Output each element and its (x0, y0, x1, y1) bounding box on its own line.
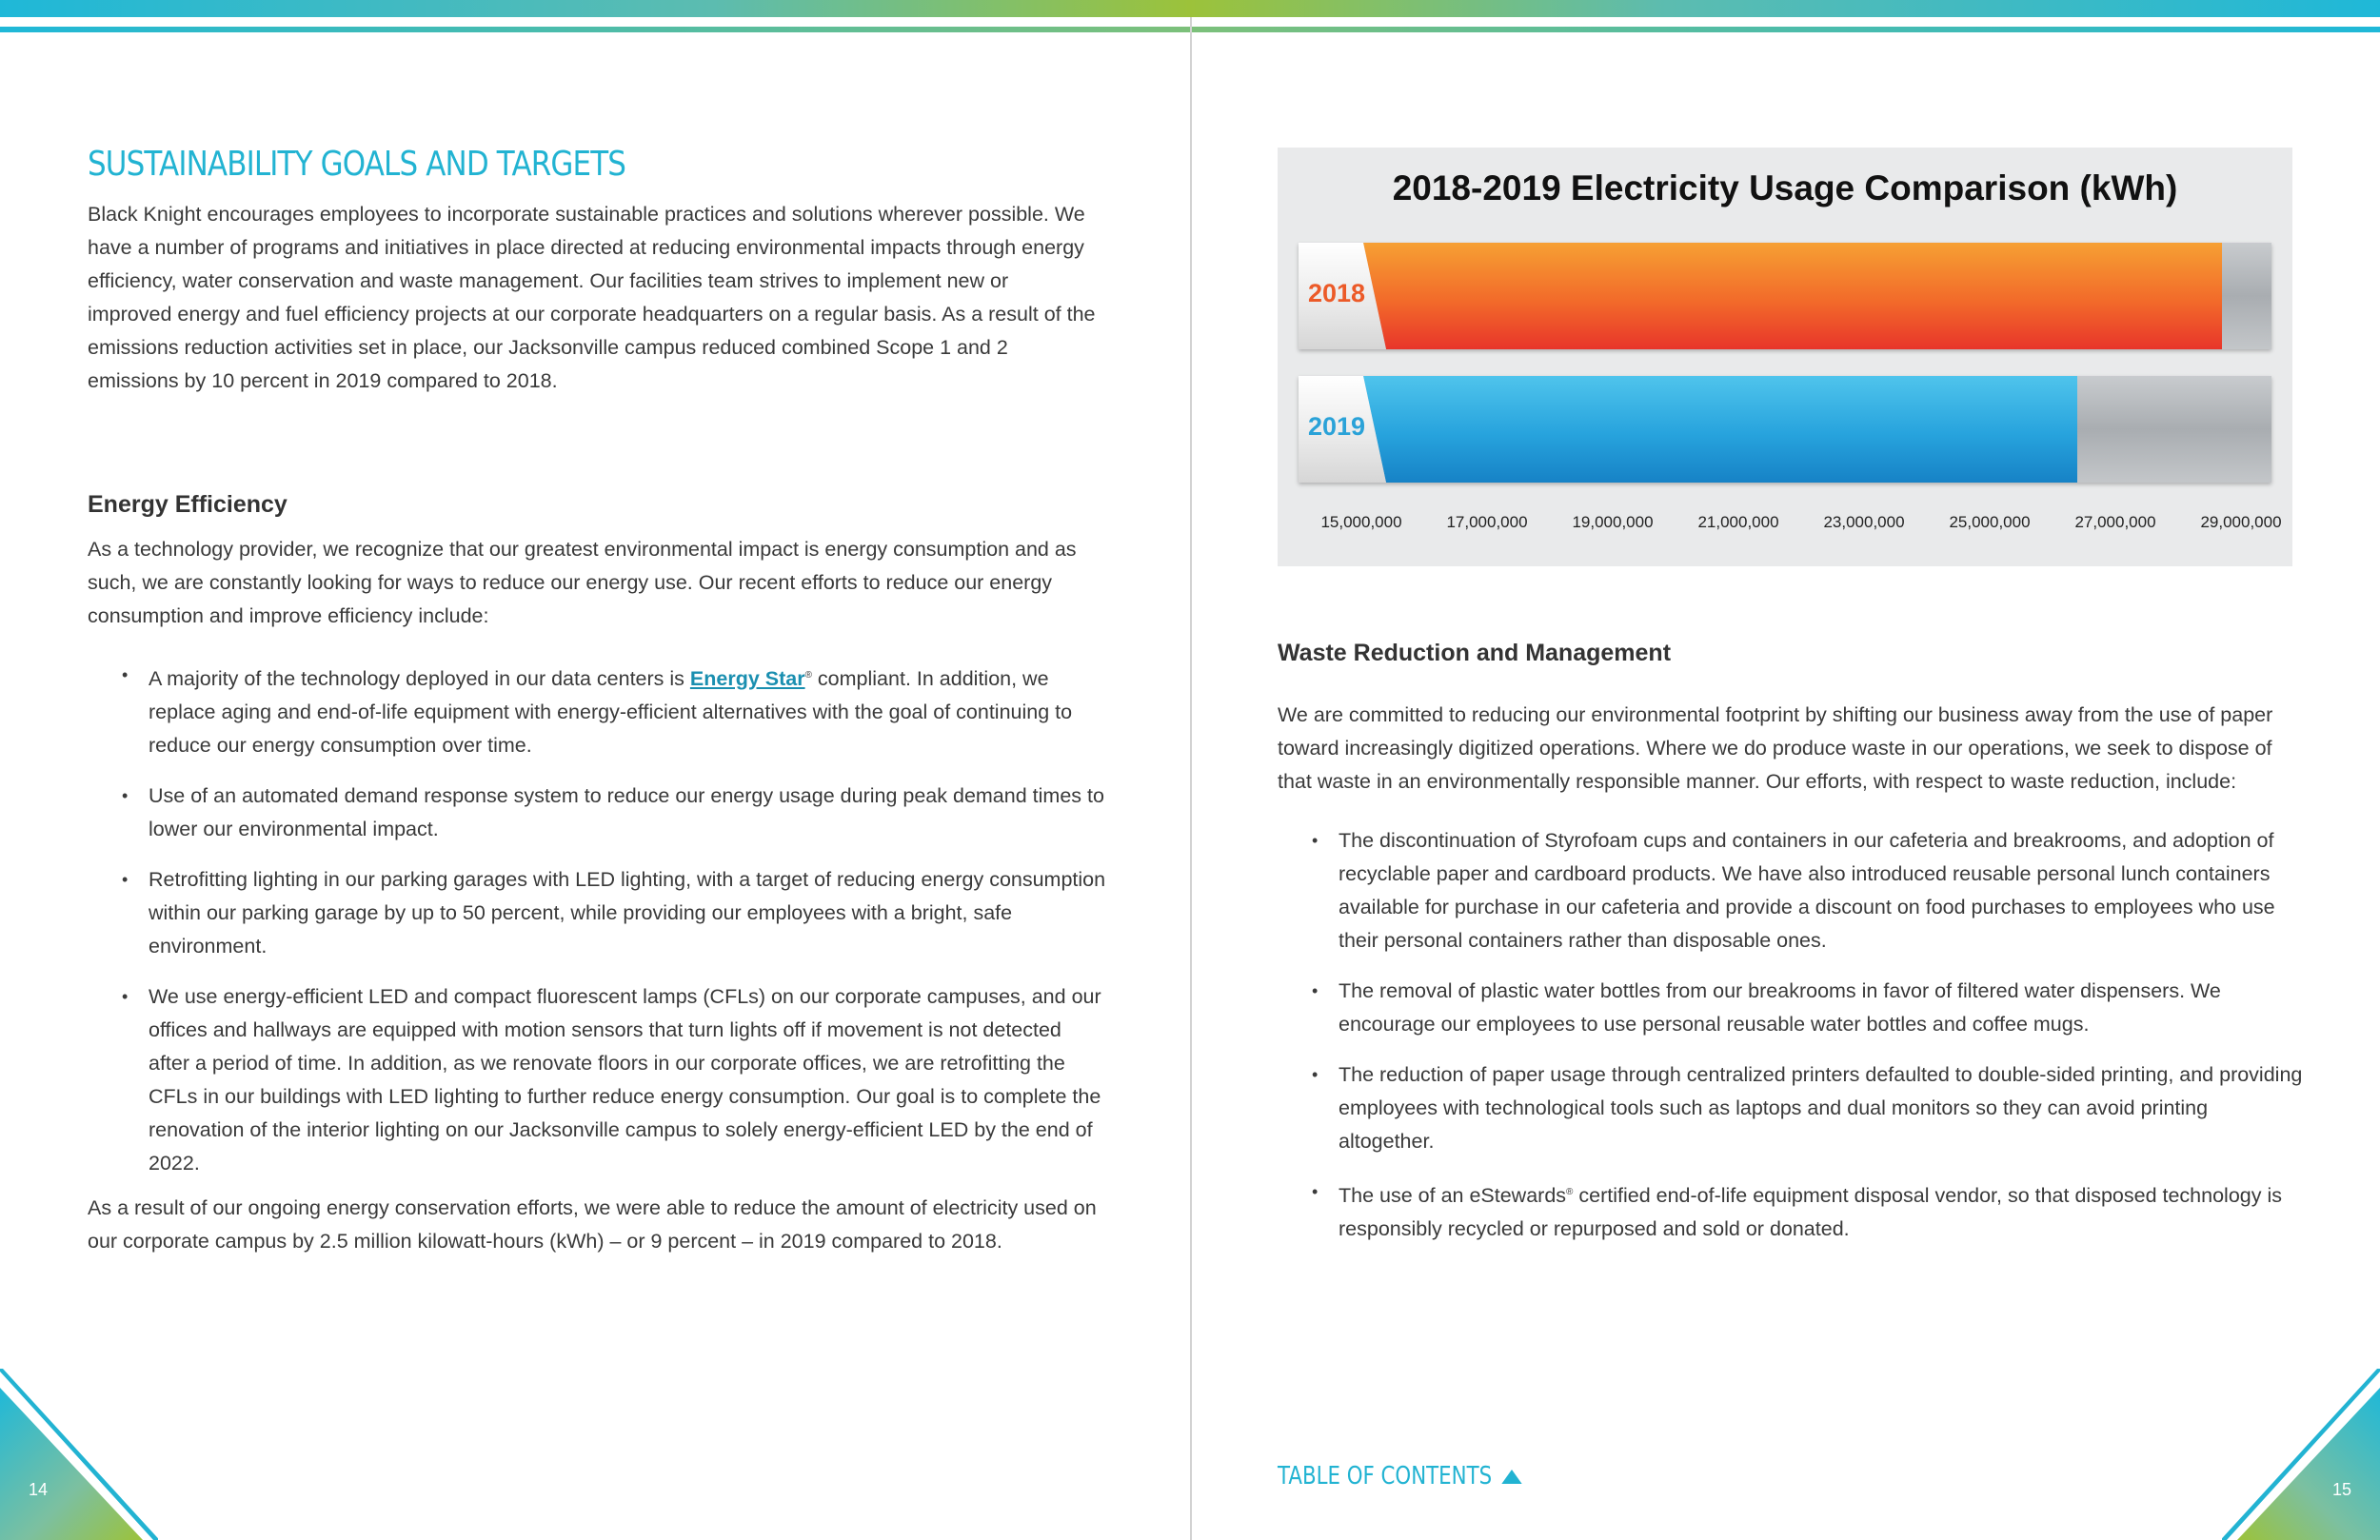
waste-efforts-list (1278, 824, 2306, 1263)
x-tick-label: 19,000,000 (1572, 513, 1654, 531)
x-tick-label: 27,000,000 (2074, 513, 2156, 531)
list-item: • Use of an automated demand response system to reduce our energy usage during peak demand times to lower our environmental impact. (88, 780, 1106, 846)
bar-label-2019: 2019 (1308, 412, 1366, 441)
energy-star-link[interactable]: Energy Star (689, 667, 805, 691)
energy-closing-paragraph: As a result of our ongoing energy conservation efforts, we were able to reduce the amount of electricity used on our corporate campus by 2.5 million kilowatt-hours (kWh) – or 9 percent – in 2019 compared to 2018. (88, 1196, 1097, 1253)
right-page (1278, 0, 2303, 1540)
list-item: • Retrofitting lighting in our parking garages with LED lighting, with a target of reducing energy consumption within our parking garage by up to 50 percent, while providing our employees with a bright, safe environment. (88, 863, 1106, 963)
waste-reduction-heading: Waste Reduction and Management (1278, 640, 1672, 666)
registered-mark: ® (1566, 1187, 1574, 1197)
bar-2019 (1299, 376, 2077, 483)
list-item: • We use energy-efficient LED and compact fluorescent lamps (CFLs) on our corporate campuses, and our offices and hallways are equipped with motion sensors that turn lights off if movement is not detected after a period of time. In addition, as we renovate floors in our corporate offices, we are retrofitting the CFLs in our buildings with LED lighting to further reduce energy consumption. Our goal is to complete the renovation of the interior lighting on our Jacksonville campus to solely energy-efficient LED by the end of 2022. (88, 980, 1106, 1180)
x-tick-label: 23,000,000 (1823, 513, 1905, 531)
triangle-up-icon (1501, 1470, 1521, 1484)
section-title: SUSTAINABILITY GOALS AND TARGETS (88, 145, 626, 184)
list-item: • The discontinuation of Styrofoam cups and containers in our cafeteria and breakrooms, and adoption of recyclable paper and cardboard products. We have also introduced reusable personal lunch containers available for purchase in our cafeteria and provide a discount on food purchases to employees who use their personal containers rather than disposable ones. (1278, 824, 2306, 958)
x-tick-label: 29,000,000 (2200, 513, 2282, 531)
energy-efforts-list (88, 659, 1106, 1197)
list-item: • The removal of plastic water bottles from our breakrooms in favor of filtered water dispensers. We encourage our employees to use personal reusable water bottles and coffee mugs. (1278, 975, 2306, 1041)
toc-label: TABLE OF CONTENTS (1278, 1462, 1493, 1491)
bar-label-2018: 2018 (1308, 279, 1366, 307)
registered-mark: ® (804, 670, 812, 681)
bar-track-2019 (1299, 376, 2271, 483)
x-tick-label: 15,000,000 (1320, 513, 1402, 531)
bullet-text: certified end-of-life equipment disposal vendor, so that disposed technology is responsibly recycled or repurposed and sold or donated. (1339, 1184, 2282, 1241)
electricity-chart (1278, 148, 2292, 566)
bar-track-2018 (1299, 243, 2271, 349)
x-tick-label: 25,000,000 (1949, 513, 2031, 531)
waste-intro-paragraph: We are committed to reducing our environmental footprint by shifting our business away from the use of paper toward increasingly digitized operations. Where we do produce waste in our operations, we seek to dispose of that waste in an environmentally responsible manner. Our efforts, with respect to waste reduction, include: (1278, 703, 2273, 793)
bullet-text: A majority of the technology deployed in our data centers is (149, 667, 690, 691)
bar-2018 (1299, 243, 2222, 349)
page-number-right: 15 (2331, 1480, 2351, 1499)
page-number-left: 14 (29, 1480, 49, 1499)
x-tick-label: 17,000,000 (1446, 513, 1528, 531)
page-spine (1190, 17, 1192, 1540)
bullet-text: compliant. In addition, we replace aging and end-of-life equipment with energy-efficient alternatives with the goal of continuing to reduce our energy consumption over time. (149, 667, 1073, 758)
table-of-contents-link[interactable] (1278, 1462, 1521, 1491)
list-item (88, 659, 1106, 762)
left-page (88, 0, 1106, 1540)
list-item (1278, 1175, 2306, 1246)
x-tick-label: 21,000,000 (1697, 513, 1779, 531)
list-item: • The reduction of paper usage through centralized printers defaulted to double-sided printing, and providing employees with technological tools such as laptops and dual monitors so they can avoid printing altogether. (1278, 1058, 2306, 1158)
bullet-text: The use of an eStewards (1339, 1184, 1567, 1208)
energy-intro-paragraph: As a technology provider, we recognize that our greatest environmental impact is energy consumption and as such, we are constantly looking for ways to reduce our energy use. Our recent efforts to reduce our energy consumption and improve efficiency include: (88, 538, 1077, 627)
chart-title: 2018-2019 Electricity Usage Comparison (kWh) (1392, 168, 2178, 207)
energy-efficiency-heading: Energy Efficiency (88, 491, 288, 518)
intro-paragraph: Black Knight encourages employees to incorporate sustainable practices and solutions wherever possible. We have a number of programs and initiatives in place directed at reducing environmental impacts through energy efficiency, water conservation and waste management. Our facilities team strives to implement new or improved energy and fuel efficiency projects at our corporate headquarters on a regular basis. As a result of the emissions reduction activities set in place, our Jacksonville campus reduced combined Scope 1 and 2 emissions by 10 percent in 2019 compared to 2018. (88, 203, 1096, 392)
